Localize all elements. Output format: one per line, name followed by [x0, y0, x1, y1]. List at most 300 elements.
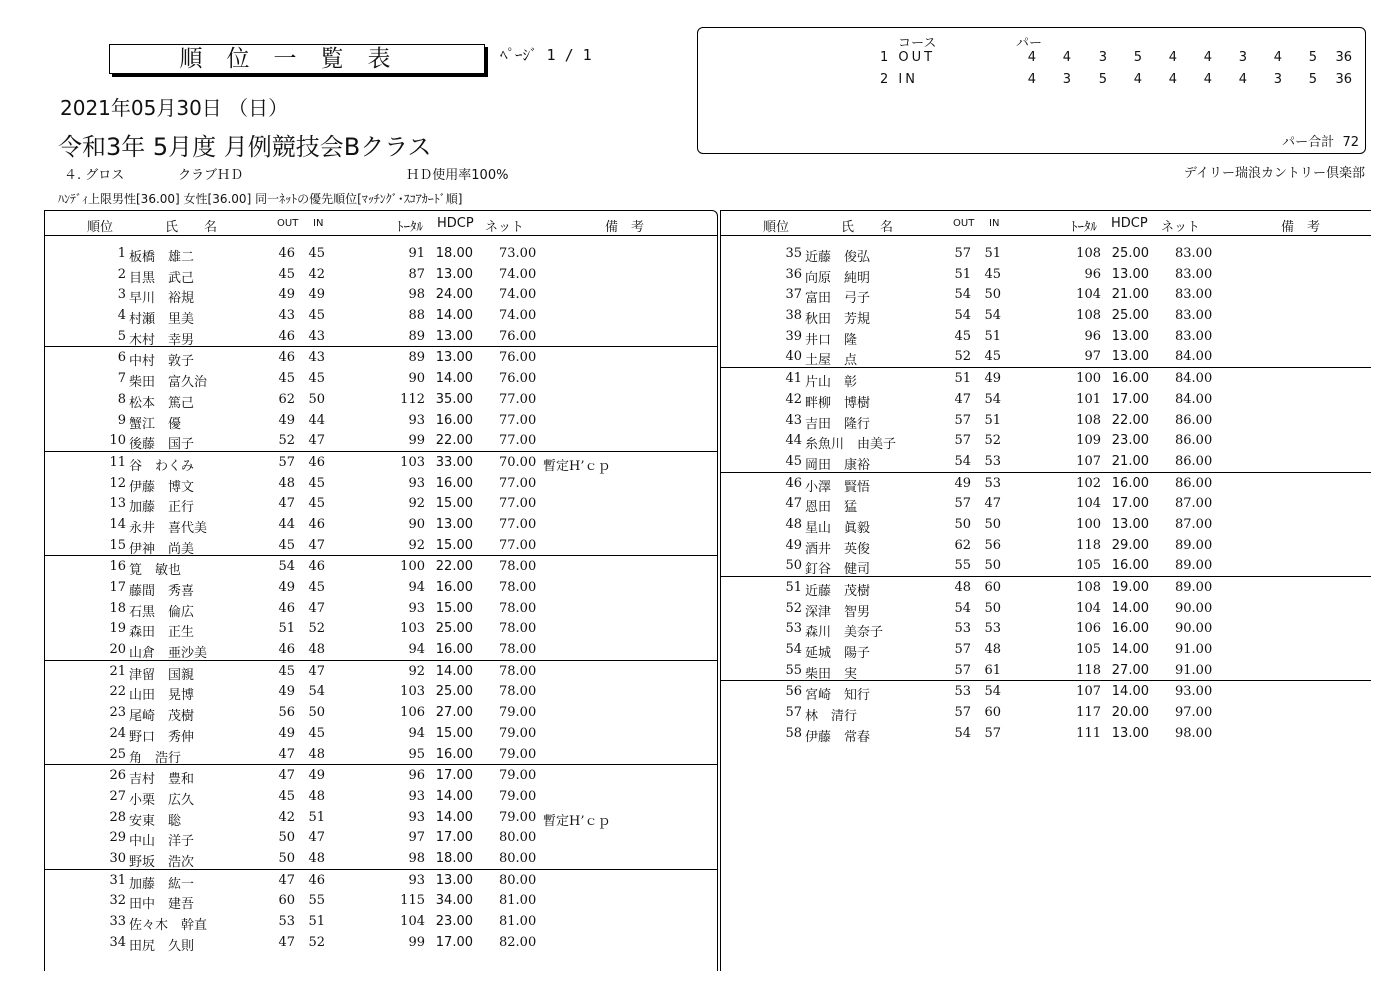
course-header: コース — [898, 36, 937, 51]
cell-in: 45 — [308, 308, 325, 324]
cell-out: 54 — [954, 725, 971, 741]
cell-rank: 35 — [785, 246, 802, 261]
cell-name: 山田 晃博 — [129, 688, 195, 704]
cell-name: 小栗 広久 — [129, 792, 195, 808]
cell-out: 43 — [278, 308, 295, 324]
cell-net: 70.00 — [499, 454, 537, 470]
cell-name: 板橋 雄二 — [129, 250, 195, 265]
cell-total: 118 — [1076, 662, 1101, 678]
cell-hdcp: 16.00 — [1111, 621, 1149, 637]
cell-in: 51 — [308, 809, 325, 825]
par-value: 36 — [1335, 50, 1352, 65]
cell-total: 106 — [400, 705, 425, 721]
cell-rank: 12 — [109, 475, 126, 491]
cell-in: 50 — [308, 705, 325, 721]
cell-name: 近藤 俊弘 — [805, 250, 871, 265]
cell-in: 46 — [308, 516, 325, 532]
cell-out: 52 — [278, 433, 295, 449]
cell-name: 加藤 紘一 — [129, 876, 195, 892]
par-course-name: 2 IN — [880, 72, 918, 87]
cell-name: 酒井 英俊 — [805, 541, 871, 557]
cell-rank: 4 — [117, 308, 126, 324]
cell-rank: 6 — [117, 350, 126, 366]
cell-rank: 1 — [117, 246, 126, 261]
cell-in: 60 — [984, 705, 1001, 721]
cell-net: 86.00 — [1175, 453, 1213, 469]
cell-name: 吉田 隆行 — [805, 416, 871, 432]
cell-hdcp: 14.00 — [435, 809, 473, 825]
par-value: 5 — [1133, 50, 1142, 65]
cell-name: 森川 美奈子 — [805, 625, 884, 641]
cell-out: 47 — [278, 768, 295, 784]
cell-name: 中村 敦子 — [129, 354, 195, 370]
cell-total: 105 — [1076, 642, 1101, 658]
cell-out: 57 — [954, 662, 971, 678]
cell-hdcp: 14.00 — [1111, 642, 1149, 658]
col-hdcp: HDCP — [437, 216, 474, 231]
cell-name: 尾崎 茂樹 — [129, 709, 195, 725]
cell-hdcp: 13.00 — [435, 350, 473, 366]
cell-total: 111 — [1076, 725, 1101, 741]
cell-net: 91.00 — [1175, 662, 1213, 678]
table-row — [721, 472, 1371, 494]
cell-name: 宮崎 知行 — [805, 688, 871, 704]
cell-total: 92 — [408, 537, 425, 553]
cell-net: 83.00 — [1175, 328, 1213, 344]
par-value: 3 — [1273, 72, 1282, 87]
cell-out: 50 — [954, 516, 971, 532]
table-row — [721, 702, 1371, 723]
table-row — [45, 577, 717, 598]
cell-hdcp: 15.00 — [435, 496, 473, 512]
cell-in: 49 — [984, 371, 1001, 387]
cell-in: 45 — [308, 580, 325, 595]
cell-out: 57 — [954, 496, 971, 512]
cell-out: 45 — [278, 663, 295, 679]
cell-in: 52 — [984, 433, 1001, 449]
cell-out: 57 — [954, 642, 971, 658]
par-value: 36 — [1335, 72, 1352, 87]
cell-total: 100 — [400, 559, 425, 575]
cell-name: 吉村 豊和 — [129, 772, 195, 788]
table-row — [45, 430, 717, 451]
cell-net: 80.00 — [499, 872, 537, 888]
par-value: 4 — [1027, 50, 1036, 65]
cell-rank: 54 — [785, 642, 802, 658]
cell-out: 49 — [278, 684, 295, 700]
cell-hdcp: 21.00 — [1111, 287, 1149, 303]
cell-rank: 39 — [785, 328, 802, 344]
table-row — [45, 389, 717, 410]
event-date: 2021年05月30日 （日） — [60, 96, 289, 120]
ranking-table-left — [44, 210, 718, 971]
cell-name: 伊神 尚美 — [129, 541, 195, 557]
cell-name: 岡田 康裕 — [805, 457, 871, 473]
cell-net: 87.00 — [1175, 496, 1213, 512]
cell-note: 暫定H’ｃｐ — [543, 813, 611, 829]
cell-rank: 16 — [109, 559, 126, 575]
cell-net: 90.00 — [1175, 621, 1213, 637]
cell-total: 99 — [408, 433, 425, 449]
cell-total: 93 — [408, 475, 425, 491]
cell-hdcp: 14.00 — [435, 663, 473, 679]
par-row — [698, 72, 1365, 92]
cell-rank: 23 — [109, 705, 126, 721]
cell-net: 87.00 — [1175, 516, 1213, 532]
cell-total: 103 — [400, 621, 425, 637]
cell-total: 106 — [1076, 621, 1101, 637]
table-row — [45, 639, 717, 660]
cell-name: 目黒 武己 — [129, 270, 195, 286]
cell-hdcp: 14.00 — [1111, 600, 1149, 616]
cell-rank: 49 — [785, 537, 802, 553]
cell-net: 74.00 — [499, 266, 537, 282]
cell-out: 49 — [954, 475, 971, 491]
cell-total: 91 — [408, 246, 425, 261]
cell-name: 津留 国親 — [129, 667, 195, 683]
cell-name: 安東 聡 — [129, 813, 182, 829]
cell-hdcp: 15.00 — [435, 600, 473, 616]
cell-rank: 45 — [785, 453, 802, 469]
table-row — [45, 764, 717, 786]
cell-hdcp: 16.00 — [1111, 371, 1149, 387]
cell-hdcp: 21.00 — [1111, 453, 1149, 469]
cell-hdcp: 14.00 — [435, 308, 473, 324]
cell-net: 84.00 — [1175, 371, 1213, 387]
cell-rank: 30 — [109, 850, 126, 866]
col-rank: 順位 — [87, 220, 114, 235]
cell-in: 54 — [308, 684, 325, 700]
cell-out: 54 — [954, 600, 971, 616]
cell-out: 44 — [278, 516, 295, 532]
cell-name: 小澤 賢悟 — [805, 479, 871, 495]
cell-hdcp: 25.00 — [1111, 308, 1149, 324]
cell-out: 46 — [278, 642, 295, 658]
cell-net: 79.00 — [499, 809, 537, 825]
table-row — [721, 326, 1371, 347]
cell-hdcp: 13.00 — [1111, 516, 1149, 532]
cell-net: 77.00 — [499, 433, 537, 449]
cell-total: 117 — [1076, 705, 1101, 721]
par-value: 3 — [1062, 72, 1071, 87]
cell-hdcp: 13.00 — [435, 328, 473, 344]
cell-total: 99 — [408, 934, 425, 950]
table-row — [721, 576, 1371, 598]
cell-hdcp: 16.00 — [435, 580, 473, 595]
ranking-table-right — [720, 210, 1371, 971]
cell-name: 星山 眞毅 — [805, 520, 871, 536]
cell-net: 79.00 — [499, 725, 537, 741]
cell-net: 77.00 — [499, 496, 537, 512]
table-row — [721, 555, 1371, 576]
cell-name: 藤間 秀喜 — [129, 584, 195, 599]
col-total: ﾄｰﾀﾙ — [397, 220, 423, 235]
cell-out: 53 — [278, 914, 295, 929]
cell-name: 野口 秀伸 — [129, 729, 195, 745]
cell-rank: 29 — [109, 830, 126, 846]
cell-total: 108 — [1076, 308, 1101, 324]
cell-total: 96 — [408, 768, 425, 784]
table-row — [45, 451, 717, 473]
cell-rank: 55 — [785, 662, 802, 678]
cell-rank: 20 — [109, 642, 126, 658]
cell-total: 104 — [400, 914, 425, 929]
cell-name: 柴田 実 — [805, 666, 858, 682]
cell-out: 47 — [954, 391, 971, 407]
cell-total: 100 — [1076, 516, 1101, 532]
table-row — [721, 430, 1371, 451]
table-row — [45, 911, 717, 932]
cell-total: 92 — [408, 496, 425, 512]
cell-net: 79.00 — [499, 788, 537, 804]
col-note: 備 考 — [605, 220, 645, 235]
cell-net: 90.00 — [1175, 600, 1213, 616]
cell-in: 47 — [984, 496, 1001, 512]
table-row — [45, 368, 717, 389]
cell-out: 47 — [278, 496, 295, 512]
cell-out: 60 — [278, 893, 295, 909]
cell-in: 48 — [308, 642, 325, 658]
cell-name: 森田 正生 — [129, 625, 195, 641]
cell-in: 54 — [984, 391, 1001, 407]
par-row — [698, 50, 1365, 70]
table-row — [721, 264, 1371, 285]
cell-hdcp: 17.00 — [1111, 391, 1149, 407]
cell-in: 50 — [308, 391, 325, 407]
cell-net: 83.00 — [1175, 308, 1213, 324]
cell-in: 45 — [308, 371, 325, 387]
cell-in: 48 — [308, 788, 325, 804]
cell-total: 95 — [408, 746, 425, 762]
cell-name: 加藤 正行 — [129, 500, 195, 516]
cell-rank: 13 — [109, 496, 126, 512]
cell-hdcp: 13.00 — [1111, 328, 1149, 344]
cell-rank: 32 — [109, 893, 126, 909]
table-row — [721, 243, 1371, 264]
table-row — [45, 786, 717, 807]
cell-rank: 43 — [785, 412, 802, 428]
cell-total: 97 — [1084, 349, 1101, 365]
cell-hdcp: 16.00 — [1111, 558, 1149, 574]
col-total: ﾄｰﾀﾙ — [1071, 220, 1097, 235]
cell-out: 54 — [954, 308, 971, 324]
table-row — [45, 932, 717, 953]
cell-hdcp: 17.00 — [1111, 496, 1149, 512]
cell-rank: 14 — [109, 516, 126, 532]
table-row — [721, 639, 1371, 660]
page-indicator: ﾍﾟｰｼﾞ 1 / 1 — [500, 46, 592, 64]
table-row — [45, 681, 717, 702]
table-header — [721, 211, 1371, 236]
cell-total: 94 — [408, 725, 425, 741]
par-total-value: 72 — [1342, 135, 1359, 150]
cell-rank: 3 — [117, 287, 126, 303]
cell-net: 78.00 — [499, 621, 537, 637]
cell-rank: 8 — [117, 391, 126, 407]
par-value: 4 — [1027, 72, 1036, 87]
cell-name: 村瀬 里美 — [129, 312, 195, 328]
cell-in: 46 — [308, 559, 325, 575]
cell-total: 112 — [400, 391, 425, 407]
par-value: 4 — [1168, 72, 1177, 87]
cell-in: 53 — [984, 621, 1001, 637]
cell-net: 97.00 — [1175, 705, 1213, 721]
cell-in: 46 — [308, 454, 325, 470]
cell-total: 104 — [1076, 496, 1101, 512]
cell-in: 49 — [308, 287, 325, 303]
cell-net: 86.00 — [1175, 475, 1213, 491]
cell-out: 57 — [278, 454, 295, 470]
cell-out: 45 — [278, 371, 295, 387]
cell-hdcp: 24.00 — [435, 287, 473, 303]
cell-rank: 10 — [109, 433, 126, 449]
cond-number: ４. グロス — [64, 168, 125, 183]
cell-hdcp: 13.00 — [1111, 725, 1149, 741]
par-value: 5 — [1308, 72, 1317, 87]
table-header — [45, 211, 717, 236]
cell-rank: 19 — [109, 621, 126, 637]
cell-in: 48 — [308, 850, 325, 866]
cell-in: 43 — [308, 350, 325, 366]
cell-hdcp: 29.00 — [1111, 537, 1149, 553]
cell-in: 52 — [308, 621, 325, 637]
cell-net: 79.00 — [499, 705, 537, 721]
cell-name: 山倉 亜沙美 — [129, 646, 208, 662]
cell-net: 73.00 — [499, 246, 537, 261]
club-name: デイリー瑞浪カントリー倶楽部 — [1183, 166, 1365, 181]
event-name: 令和3年 5月度 月例競技会Bクラス — [58, 133, 432, 161]
cell-net: 89.00 — [1175, 558, 1213, 574]
cell-hdcp: 19.00 — [1111, 580, 1149, 595]
cell-hdcp: 16.00 — [1111, 475, 1149, 491]
cell-hdcp: 27.00 — [435, 705, 473, 721]
cell-hdcp: 13.00 — [435, 872, 473, 888]
cell-rank: 27 — [109, 788, 126, 804]
cell-in: 43 — [308, 328, 325, 344]
par-total-label: パー合計 — [1282, 135, 1335, 150]
table-row — [721, 284, 1371, 305]
cell-in: 45 — [308, 496, 325, 512]
cell-out: 49 — [278, 412, 295, 428]
cell-out: 62 — [278, 391, 295, 407]
cell-out: 46 — [278, 328, 295, 344]
cell-net: 77.00 — [499, 412, 537, 428]
cell-name: 早川 裕規 — [129, 291, 195, 307]
cell-rank: 11 — [109, 454, 126, 470]
cell-hdcp: 25.00 — [1111, 246, 1149, 261]
cell-out: 42 — [278, 809, 295, 825]
cell-in: 50 — [984, 516, 1001, 532]
cell-net: 78.00 — [499, 684, 537, 700]
cell-in: 55 — [308, 893, 325, 909]
cell-hdcp: 16.00 — [435, 746, 473, 762]
cell-total: 108 — [1076, 246, 1101, 261]
cell-net: 78.00 — [499, 642, 537, 658]
table-row — [45, 346, 717, 368]
cell-hdcp: 22.00 — [435, 559, 473, 575]
cell-out: 48 — [278, 475, 295, 491]
cell-net: 77.00 — [499, 475, 537, 491]
cell-rank: 33 — [109, 914, 126, 929]
cell-in: 45 — [984, 349, 1001, 365]
cell-rank: 48 — [785, 516, 802, 532]
cell-net: 89.00 — [1175, 537, 1213, 553]
cell-total: 108 — [1076, 412, 1101, 428]
table-row — [45, 555, 717, 577]
cell-rank: 7 — [117, 371, 126, 387]
cell-total: 96 — [1084, 328, 1101, 344]
cell-net: 93.00 — [1175, 684, 1213, 700]
cell-hdcp: 34.00 — [435, 893, 473, 909]
cell-hdcp: 17.00 — [435, 768, 473, 784]
col-out: OUT — [277, 218, 299, 229]
cell-out: 45 — [278, 788, 295, 804]
cell-out: 45 — [278, 537, 295, 553]
table-row — [45, 660, 717, 682]
cell-in: 47 — [308, 663, 325, 679]
cell-hdcp: 13.00 — [435, 266, 473, 282]
cell-rank: 57 — [785, 705, 802, 721]
cell-total: 93 — [408, 788, 425, 804]
cell-name: 釘谷 健司 — [805, 562, 871, 578]
cell-rank: 5 — [117, 328, 126, 344]
cell-rank: 25 — [109, 746, 126, 762]
cell-out: 54 — [954, 287, 971, 303]
cell-hdcp: 13.00 — [1111, 349, 1149, 365]
cell-in: 61 — [984, 662, 1001, 678]
cell-name: 伊藤 博文 — [129, 479, 195, 495]
table-row — [721, 535, 1371, 556]
cell-hdcp: 20.00 — [1111, 705, 1149, 721]
cell-net: 78.00 — [499, 580, 537, 595]
cell-in: 44 — [308, 412, 325, 428]
col-in: IN — [989, 218, 1000, 229]
cell-name: 近藤 茂樹 — [805, 584, 871, 599]
cell-total: 100 — [1076, 371, 1101, 387]
cell-in: 54 — [984, 308, 1001, 324]
cell-out: 55 — [954, 558, 971, 574]
cell-rank: 40 — [785, 349, 802, 365]
cell-out: 57 — [954, 412, 971, 428]
cell-net: 91.00 — [1175, 642, 1213, 658]
cell-name: 延城 陽子 — [805, 646, 871, 662]
table-row — [45, 890, 717, 911]
table-row — [721, 367, 1371, 389]
cell-hdcp: 13.00 — [1111, 266, 1149, 282]
cell-total: 94 — [408, 642, 425, 658]
par-header: パー — [1016, 36, 1043, 51]
cell-in: 51 — [984, 412, 1001, 428]
cell-out: 54 — [954, 453, 971, 469]
cell-name: 田尻 久則 — [129, 938, 195, 954]
cell-name: 松本 篤己 — [129, 395, 195, 411]
cell-rank: 18 — [109, 600, 126, 616]
cell-name: 深津 智男 — [805, 604, 871, 620]
cell-net: 76.00 — [499, 350, 537, 366]
cell-name: 伊藤 常春 — [805, 729, 871, 745]
col-in: IN — [313, 218, 324, 229]
cell-total: 93 — [408, 872, 425, 888]
cell-net: 82.00 — [499, 934, 537, 950]
table-row — [45, 493, 717, 514]
table-row — [45, 848, 717, 869]
cell-rank: 44 — [785, 433, 802, 449]
cell-out: 53 — [954, 621, 971, 637]
cell-in: 57 — [984, 725, 1001, 741]
table-row — [721, 723, 1371, 744]
cell-hdcp: 16.00 — [435, 412, 473, 428]
cell-out: 57 — [954, 246, 971, 261]
